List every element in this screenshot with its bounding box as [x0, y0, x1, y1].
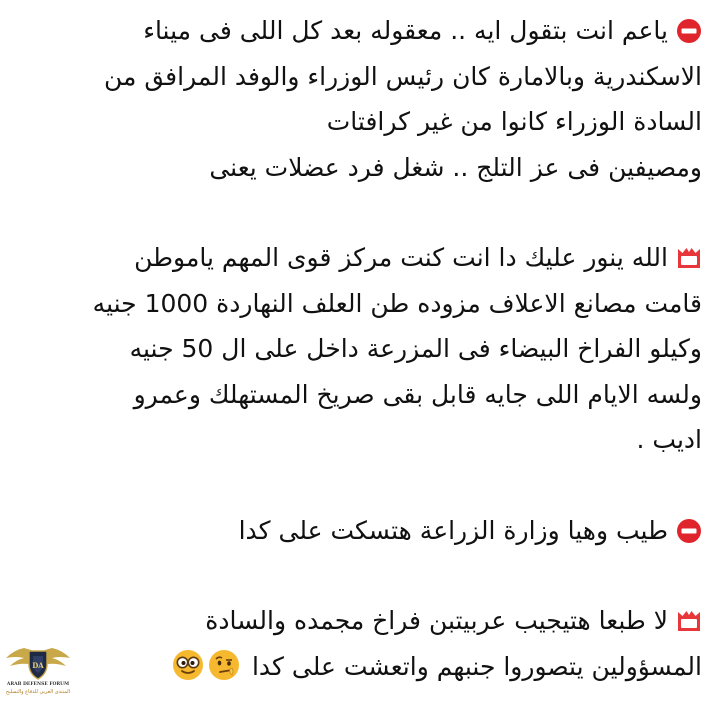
- post-line: ولسه الايام اللى جايه قابل بقى صريخ المستهلك وعمرو: [133, 379, 702, 409]
- post-line: لا طبعا هتيجيب عربيتبن فراخ مجمده والسادة: [14, 598, 702, 644]
- post-line: طيب وهيا وزارة الزراعة هتسكت على كدا: [14, 508, 702, 554]
- post-paragraph-4: [14, 598, 702, 689]
- post-line: ومصيفين فى عز التلج .. شغل فرد عضلات يعنى: [209, 152, 702, 182]
- nerd-face-with-glasses-icon: [172, 649, 204, 681]
- post-line: السادة الوزراء كانوا من غير كرافتات: [326, 107, 702, 136]
- post-paragraph-1: [14, 8, 702, 190]
- post-line: المسؤولين يتصوروا جنبهم واتعشت على كدا: [14, 644, 702, 690]
- watermark-title: ARAB DEFENSE FORUM: [6, 682, 70, 687]
- watermark-subtitle: المنتدى العربي للدفاع والتسليح: [5, 689, 71, 695]
- post-paragraph-2: [14, 235, 702, 463]
- svg-text:DA: DA: [32, 661, 44, 670]
- name-badge-icon: [676, 245, 702, 271]
- post-line: اديب .: [636, 425, 702, 454]
- post-line: قامت مصانع الاعلاف مزوده طن العلف النهاردة 1000 جنيه: [92, 288, 702, 318]
- no-entry-icon: [676, 518, 702, 544]
- no-entry-icon: [676, 18, 702, 44]
- post-line: وكيلو الفراخ البيضاء فى المزرعة داخل على ال 50 جنيه: [129, 334, 702, 363]
- name-badge-icon: [676, 608, 702, 634]
- post-line: الله ينور عليك دا انت كنت مركز قوى المهم ياموطن: [14, 235, 702, 281]
- shield-wings-icon: [4, 644, 72, 684]
- post-paragraph-3: [14, 508, 702, 554]
- post-body: [14, 8, 702, 689]
- post-line: الاسكندرية وبالامارة كان رئيس الوزراء والوفد المرافق من: [103, 61, 702, 91]
- post-line: ياعم انت بتقول ايه .. معقوله بعد كل اللى فى ميناء: [14, 8, 702, 54]
- face-with-raised-eyebrow-icon: [208, 649, 240, 681]
- watermark-logo: [4, 644, 72, 704]
